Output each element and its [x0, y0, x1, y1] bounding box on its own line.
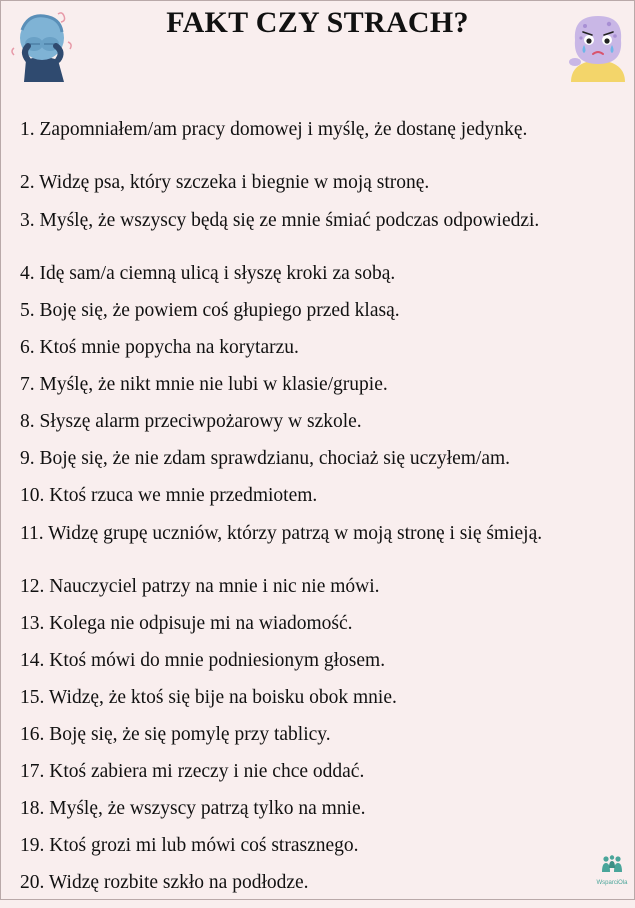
list-item: 15. Widzę, że ktoś się bije na boisku obok mnie. [20, 687, 397, 708]
list-item: 5. Boję się, że powiem coś głupiego przed klasą. [20, 300, 400, 321]
statements-list [20, 117, 620, 908]
list-item: 19. Ktoś grozi mi lub mówi coś strasznego. [20, 835, 359, 856]
list-item: 18. Myślę, że wszyscy patrzą tylko na mnie. [20, 798, 366, 819]
list-item: 9. Boję się, że nie zdam sprawdzianu, chociaż się uczyłem/am. [20, 448, 511, 469]
page-title: FAKT CZY STRACH? [166, 6, 469, 39]
list-item: 4. Idę sam/a ciemną ulicą i słyszę kroki za sobą. [20, 263, 396, 284]
logo-text: WsparciOla [596, 880, 628, 886]
list-item: 17. Ktoś zabiera mi rzeczy i nie chce oddać. [20, 761, 365, 782]
list-item: 16. Boję się, że się pomylę przy tablicy. [20, 724, 331, 745]
list-item: 3. Myślę, że wszyscy będą się ze mnie śmiać podczas odpowiedzi. [20, 210, 540, 231]
list-item: 20. Widzę rozbite szkło na podłodze. [20, 872, 309, 893]
people-logo-icon [600, 854, 624, 874]
list-item: 14. Ktoś mówi do mnie podniesionym głosem. [20, 650, 386, 671]
brand-logo [595, 854, 629, 886]
list-item: 11. Widzę grupę uczniów, którzy patrzą w moją stronę i się śmieją. [20, 523, 543, 544]
list-item: 12. Nauczyciel patrzy na mnie i nic nie mówi. [20, 576, 380, 597]
list-item: 10. Ktoś rzuca we mnie przedmiotem. [20, 485, 318, 506]
list-item: 1. Zapomniałem/am pracy domowej i myślę, że dostanę jedynkę. [20, 119, 528, 140]
list-item: 6. Ktoś mnie popycha na korytarzu. [20, 337, 299, 358]
list-item: 8. Słyszę alarm przeciwpożarowy w szkole. [20, 411, 362, 432]
list-item: 13. Kolega nie odpisuje mi na wiadomość. [20, 613, 353, 634]
list-item: 7. Myślę, że nikt mnie nie lubi w klasie/grupie. [20, 374, 388, 395]
crying-character-illustration [565, 10, 631, 82]
list-item: 2. Widzę psa, który szczeka i biegnie w moją stronę. [20, 172, 430, 193]
